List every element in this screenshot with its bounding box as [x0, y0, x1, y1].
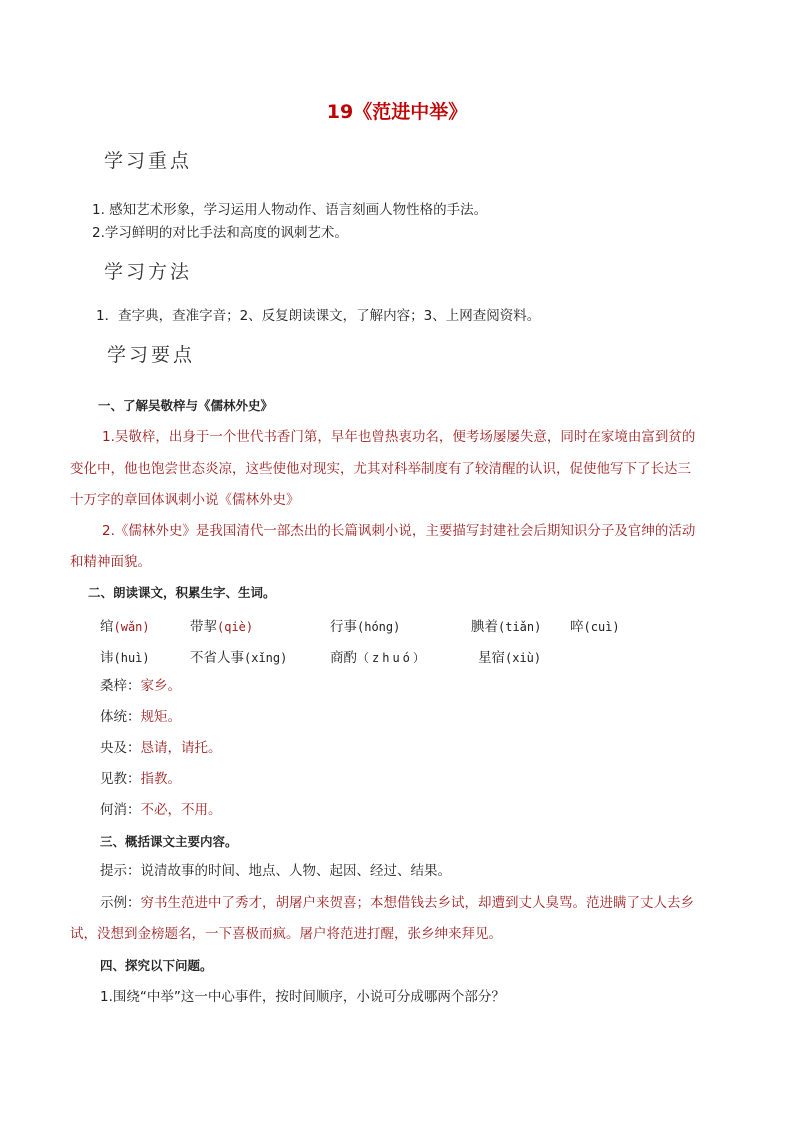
part1-p1-line2: 变化中，他也饱尝世态炎凉，这些使他对现实，尤其对科举制度有了较清醒的认识，促使他写下了长达三 [70, 461, 691, 477]
part1-p1-line1: 1.吴敬梓，出身于一个世代书香门第，早年也曾热衷功名，便考场屡屡失意，同时在家境由富到贫的 [102, 429, 696, 445]
vocab-item: 商酌（zhuó） [330, 650, 428, 666]
key-point-2: 2.学习鲜明的对比手法和高度的讽刺艺术。 [92, 225, 348, 241]
key-point-1: 1. 感知艺术形象，学习运用人物动作、语言刻画人物性格的手法。 [92, 202, 488, 218]
part3-hint: 提示：说清故事的时间、地点、人物、起因、经过、结果。 [100, 863, 451, 879]
vocab-item: 星宿(xiù) [478, 650, 542, 666]
heading-essentials: 学习要点 [107, 344, 196, 366]
part1-p2-line1: 2.《儒林外史》是我国清代一部杰出的长篇讽刺小说，主要描写封建社会后期知识分子及官绅的活动 [102, 523, 696, 539]
heading-methods: 学习方法 [104, 261, 193, 283]
definition-item: 体统：规矩。 [100, 709, 181, 725]
heading-key-points: 学习重点 [104, 150, 193, 172]
part4-question-1: 1.围绕“中举”这一中心事件，按时间顺序，小说可分成哪两个部分？ [100, 989, 505, 1005]
vocab-item: 行事(hóng) [330, 619, 401, 635]
part4-heading: 四、探究以下问题。 [100, 958, 213, 973]
part2-heading: 二、朗读课文，积累生字、生词。 [88, 585, 276, 600]
part1-p1-line3: 十万字的章回体讽刺小说《儒林外史》 [70, 492, 300, 508]
part1-p2-line2: 和精神面貌。 [70, 554, 151, 570]
vocab-item: 讳(huì) [100, 650, 150, 666]
vocab-item: 啐(cuì) [570, 619, 620, 635]
part3-example-line2: 试，没想到金榜题名，一下喜极而疯。屠户将范进打醒，张乡绅来拜见。 [70, 926, 502, 942]
definition-item: 何消：不必，不用。 [100, 802, 222, 818]
page-title: 19《范进中举》 [326, 101, 468, 123]
definition-item: 央及：恳请，请托。 [100, 740, 222, 756]
vocab-item: 绾(wǎn) [100, 619, 150, 635]
part3-example-line1: 示例：穷书生范进中了秀才，胡屠户来贺喜；本想借钱去乡试，却遭到丈人臭骂。范进瞒了丈人去乡 [100, 895, 694, 911]
definition-item: 见教：指教。 [100, 771, 181, 787]
vocab-item: 带挈(qiè) [190, 619, 254, 635]
vocab-item: 腆着(tiǎn) [471, 619, 542, 635]
vocab-item: 不省人事(xǐng) [190, 650, 288, 666]
definition-item: 桑梓：家乡。 [100, 678, 181, 694]
part1-heading: 一、了解吴敬梓与《儒林外史》 [98, 398, 274, 413]
part3-heading: 三、概括课文主要内容。 [100, 834, 238, 849]
methods-text: 1．查字典，查准字音；2、反复朗读课文，了解内容；3、上网查阅资料。 [96, 308, 541, 324]
